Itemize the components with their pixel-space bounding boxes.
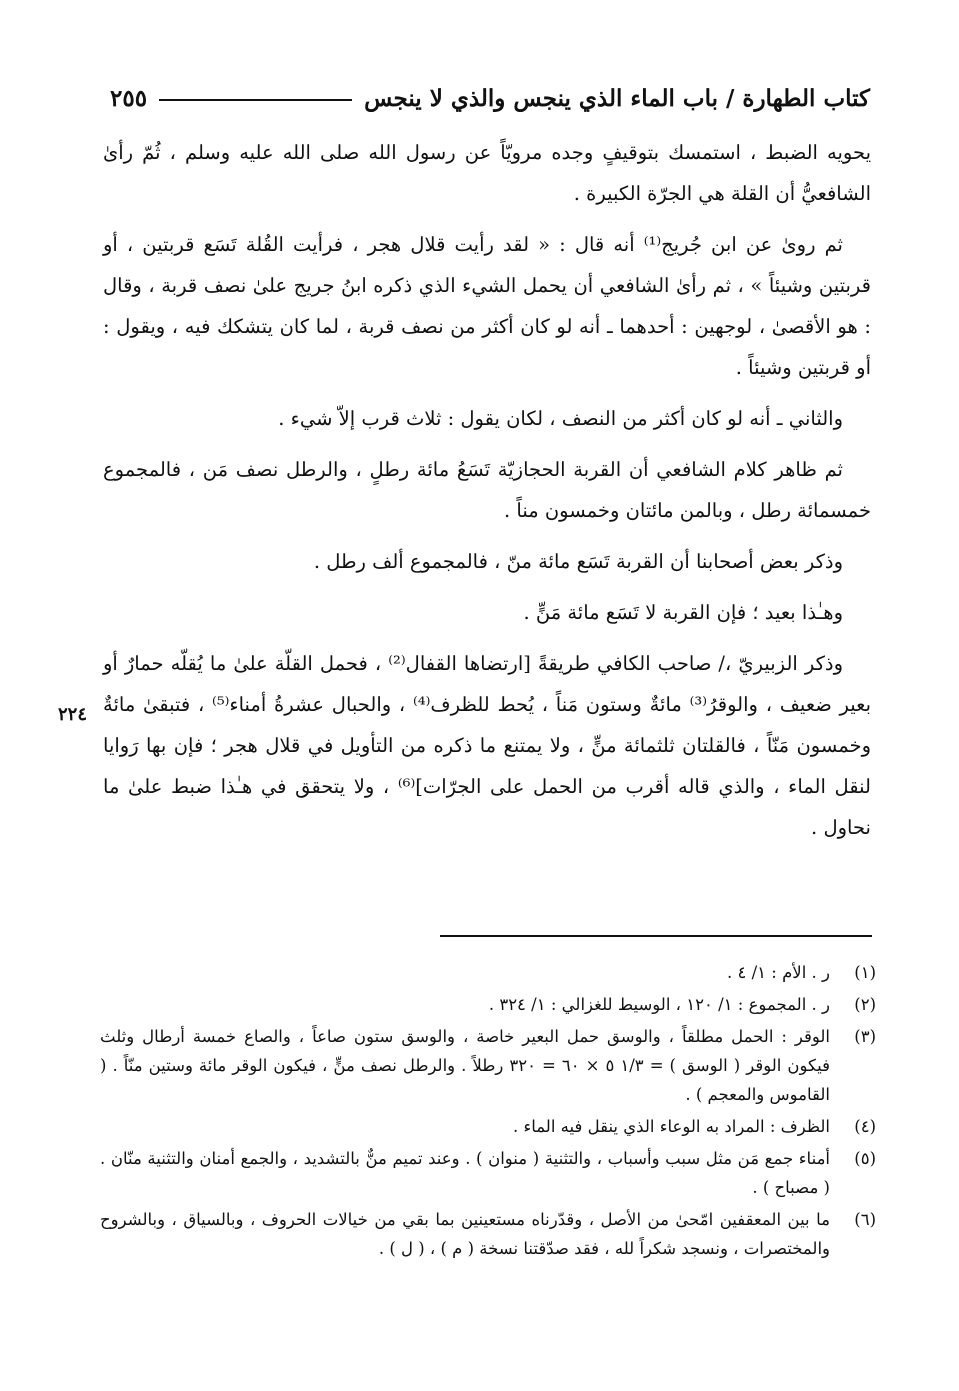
paragraph: وهـٰذا بعيد ؛ فإن القربة لا تَسَع مائة مَنٍّ . xyxy=(523,601,843,624)
footnote-text: ر . المجموع : ١/ ١٢٠ ، الوسيط للغزالي : ١/ ٣٢٤ . xyxy=(488,995,830,1014)
header-title: كتاب الطهارة / باب الماء الذي ينجس والذي لا ينجس xyxy=(364,84,870,112)
footnote xyxy=(100,958,876,987)
paragraph: يحويه الضبط ، استمسك بتوقيفٍ وجده مرويّاً عن رسول الله صلى الله عليه وسلم ، ثُمّ رأىٰ الشافعيُّ أن القلة هي الجرّة الكبيرة . xyxy=(103,141,871,205)
footnote-text: أمناء جمع مَن مثل سبب وأسباب ، والتثنية ( منوان ) . وعند تميم منٌّ بالتشديد ، والجمع أمنان والتثنية منّان . ( مصباح ) . xyxy=(100,1149,830,1197)
paragraph: والثاني ـ أنه لو كان أكثر من النصف ، لكان يقول : ثلاث قرب إلاّ شيء . xyxy=(278,407,843,430)
footnote xyxy=(100,1144,876,1202)
main-text xyxy=(103,132,871,858)
paragraph: ثم ظاهر كلام الشافعي أن القربة الحجازيّة تَسَعُ مائة رطلٍ ، والرطل نصف مَن ، فالمجموع خمسمائة رطل ، وبالمن مائتان وخمسون مناً . xyxy=(103,458,871,522)
footnote-text: الظرف : المراد به الوعاء الذي ينقل فيه الماء . xyxy=(512,1117,830,1136)
footnote-number: (٤) xyxy=(854,1117,876,1136)
footnote-text: ما بين المعقفين امّحىٰ من الأصل ، وقدّرناه مستعينين بما بقي من خيالات الحروف ، وبالسياق ، وبالشروح والمختصرات ، ونسجد شكراً لله ، فقد صدّقتنا نسخة ( م ) ، ( ل ) . xyxy=(100,1210,830,1258)
page-number: ٢٥٥ xyxy=(110,84,148,112)
footnote-number: (٥) xyxy=(854,1149,876,1168)
manuscript-folio-number: ٢٢٤ xyxy=(58,704,88,725)
footnote-number: (٦) xyxy=(854,1210,876,1229)
footnote-separator xyxy=(440,935,872,937)
footnote xyxy=(100,1205,876,1263)
footnote-number: (٣) xyxy=(854,1027,876,1046)
running-header xyxy=(110,78,870,118)
paragraph: ثم روىٰ عن ابن جُريج⁽¹⁾ أنه قال : « لقد رأيت قلال هجر ، فرأيت القُلة تَسَع قربتين ، أو قربتين وشيئاً » ، ثم رأىٰ الشافعي أن يحمل الشيء الذي ذكره ابنُ جريج علىٰ نصف قربة ، وقال : هو الأقصىٰ ، لوجهين : أحدهما ـ أنه لو كان أكثر من نصف قربة ، لما كان يتشكك فيه ، ويقول : أو قربتين وشيئاً . xyxy=(103,233,871,379)
footnote xyxy=(100,990,876,1019)
footnote xyxy=(100,1112,876,1141)
footnote-text: الوقر : الحمل مطلقاً ، والوسق حمل البعير خاصة ، والوسق ستون صاعاً ، والصاع خمسة أرطال وثلث فيكون الوقر ( الوسق ) = ١/٣ ٥ × ٦٠ = ٣٢٠ رطلاً . والرطل نصف منٍّ ، فيكون الوقر مائة وستين منّاً . ( القاموس والمعجم ) . xyxy=(100,1027,830,1104)
footnote xyxy=(100,1022,876,1109)
footnote-number: (٢) xyxy=(854,995,876,1014)
paragraph: وذكر الزبيريّ ،/ صاحب الكافي طريقةً [ارتضاها القفال⁽²⁾ ، فحمل القلّة علىٰ ما يُقلّه حمارٌ أو بعير ضعيف ، والوقرُ⁽³⁾ مائةٌ وستون مَناً ، يُحط للظرف⁽⁴⁾ ، والحبال عشرةُ أمناء⁽⁵⁾ ، فتبقىٰ مائةٌ وخمسون مَنّاً ، فالقلتان ثلثمائة منٍّ ، ولا يمتنع ما ذكره من التأويل في قلال هجر ؛ فإن بها رَوايا لنقل الماء ، والذي قاله أقرب من الحمل على الجرّات]⁽⁶⁾ ، ولا يتحقق في هـٰذا ضبط علىٰ ما نحاول . xyxy=(103,652,872,839)
footnote-number: (١) xyxy=(854,963,876,982)
header-rule xyxy=(159,99,352,101)
footnotes xyxy=(100,958,876,1266)
paragraph: وذكر بعض أصحابنا أن القربة تَسَع مائة منّ ، فالمجموع ألف رطل . xyxy=(313,550,843,573)
footnote-text: ر . الأم : ١/ ٤ . xyxy=(726,963,830,982)
